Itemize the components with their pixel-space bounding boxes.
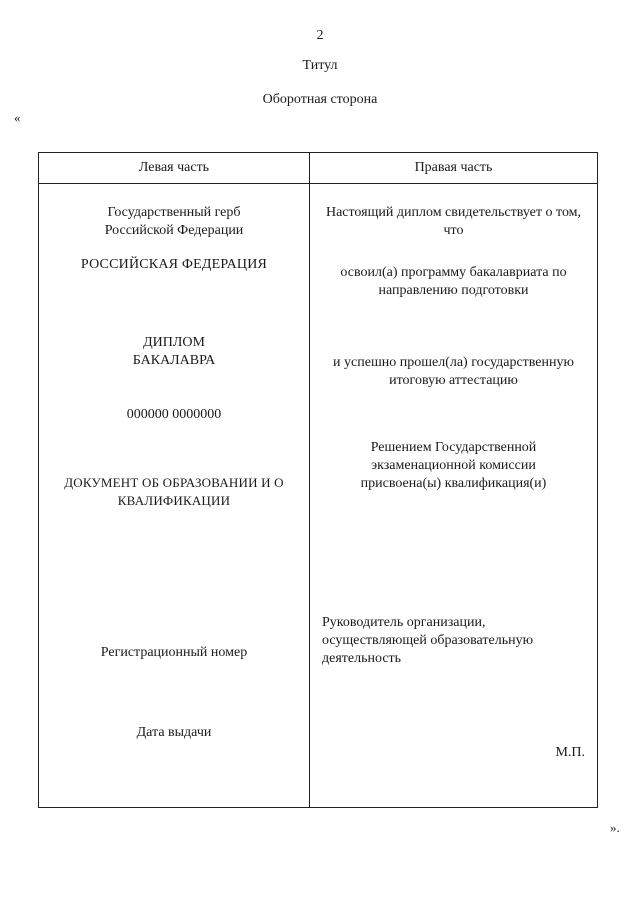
document-type: ДОКУМЕНТ ОБ ОБРАЗОВАНИИ И О КВАЛИФИКАЦИИ: [64, 475, 284, 508]
certification-intro: Настоящий диплом свидетельствует о том, что: [325, 205, 582, 238]
right-part-header: Правая часть: [310, 153, 597, 184]
head-line-1: Руководитель организации,: [322, 615, 486, 630]
right-part-column: [310, 152, 598, 808]
diploma-number: 000000 0000000: [126, 407, 222, 422]
seal-placeholder: М.П.: [555, 745, 585, 760]
issue-date-label: Дата выдачи: [136, 725, 212, 740]
left-part-body: [39, 184, 309, 807]
closing-quote: ».: [610, 820, 620, 835]
page-subtitle: Оборотная сторона: [262, 92, 378, 107]
left-part-column: [38, 152, 310, 808]
diploma-line-1: ДИПЛОМ: [143, 335, 205, 350]
decision-line-2: присвоена(ы) квалификация(и): [360, 476, 547, 491]
organization-head-label: [322, 614, 585, 668]
head-line-2: осуществляющей образовательную: [322, 633, 534, 648]
coat-of-arms-label: [51, 204, 297, 240]
left-part-header: Левая часть: [39, 153, 309, 184]
decision-line-1: Решением Государственной экзаменационной комиссии: [370, 440, 537, 473]
commission-decision: [322, 439, 585, 493]
diploma-form-table: [38, 152, 598, 808]
program-mastered-text: освоил(а) программу бакалавриата по направлению подготовки: [340, 265, 567, 298]
right-part-body: [310, 184, 597, 807]
document-title: Титул: [302, 58, 338, 73]
attestation-passed-text: и успешно прошел(ла) государственную итоговую аттестацию: [333, 355, 574, 388]
coat-line-1: Государственный герб: [107, 205, 241, 220]
opening-quote: «: [14, 110, 21, 125]
registration-number-label: Регистрационный номер: [100, 645, 248, 660]
diploma-line-2: БАКАЛАВРА: [132, 353, 216, 368]
coat-line-2: Российской Федерации: [104, 223, 244, 238]
head-line-3: деятельность: [322, 651, 402, 666]
page-number: 2: [316, 28, 324, 43]
country-name: РОССИЙСКАЯ ФЕДЕРАЦИЯ: [80, 257, 268, 272]
diploma-heading: [51, 334, 297, 370]
